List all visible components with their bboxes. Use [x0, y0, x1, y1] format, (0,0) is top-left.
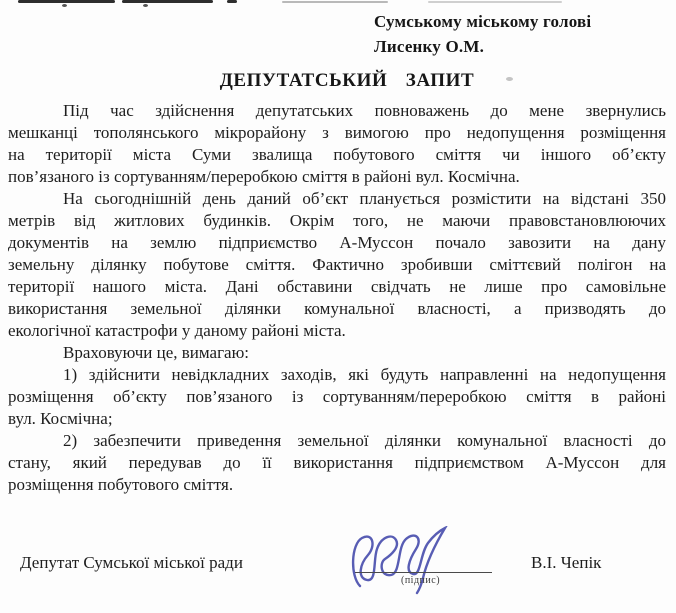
text-line: розміщення об’єкту пов’язаного із сортуванням/переробкою сміття в районі: [8, 387, 666, 406]
text-line: документів на землю підприємство А-Муссон почало завозити на дану: [8, 233, 666, 252]
paragraph: [8, 430, 666, 496]
text-line: використання земельної ділянки комунальної власності, а призводять до: [8, 299, 666, 318]
signature-caption: (підпис): [401, 575, 441, 586]
text-line: На сьогоднішній день даний об’єкт планується розмістити на відстані 350: [63, 189, 666, 208]
recipient-line: Лисенку О.М.: [374, 37, 485, 56]
text-line: території нашого міста. Дані обставини свідчать не лише про самовільне: [8, 277, 666, 296]
signature-block: [346, 526, 496, 596]
signature-line: [355, 572, 492, 573]
text-line: Враховуючи це, вимагаю:: [63, 343, 250, 362]
text-line: пов’язаного із сортуванням/переробкою сміття в районі вул. Космічна.: [8, 167, 520, 186]
document-title: ДЕПУТАТСЬКИЙ ЗАПИТ: [219, 70, 475, 91]
recipient-line: Сумському міському голові: [374, 12, 592, 31]
text-line: метрів від житлових будинків. Окрім того, не маючи правовстановлюючих: [8, 211, 666, 230]
text-line: земельну ділянку побутове сміття. Фактично зробивши сміттєвий полігон на: [8, 255, 666, 274]
scan-artifact-speck: [62, 4, 67, 7]
signer-name: В.І. Чепік: [531, 553, 602, 572]
text-line: Під час здійснення депутатських повноважень до мене звернулись: [63, 101, 666, 120]
scan-artifact-strip: [122, 0, 213, 3]
paragraph: [8, 364, 666, 430]
document-body: [8, 100, 666, 496]
scan-artifact-speck: [143, 4, 148, 7]
text-line: 1) здійснити невідкладних заходів, які будуть направленні на недопущення: [63, 365, 666, 384]
paragraph: [8, 100, 666, 188]
paragraph: [8, 342, 666, 364]
text-line: стану, який передував до її використання підприємством А-Муссон для: [8, 453, 666, 472]
scan-artifact-strip: [18, 0, 115, 3]
text-line: розміщення побутового сміття.: [8, 475, 234, 494]
recipient-block: [374, 9, 591, 59]
signoff-position: Депутат Сумської міської ради: [20, 553, 243, 572]
text-line: 2) забезпечити приведення земельної ділянки комунальної власності до: [63, 431, 666, 450]
text-line: вул. Космічна;: [8, 409, 113, 428]
text-line: екологічної катастрофи у даному районі міста.: [8, 321, 346, 340]
scan-artifact-strip: [282, 1, 388, 3]
paragraph: [8, 188, 666, 342]
text-line: мешканці тополянського мікрорайону з вимогою про недопущення розміщення: [8, 123, 666, 142]
scan-artifact-strip: [428, 1, 562, 3]
scan-artifact-strip: [227, 0, 237, 3]
text-line: на території міста Суми звалища побутового сміття чи іншого об’єкту: [8, 145, 666, 164]
